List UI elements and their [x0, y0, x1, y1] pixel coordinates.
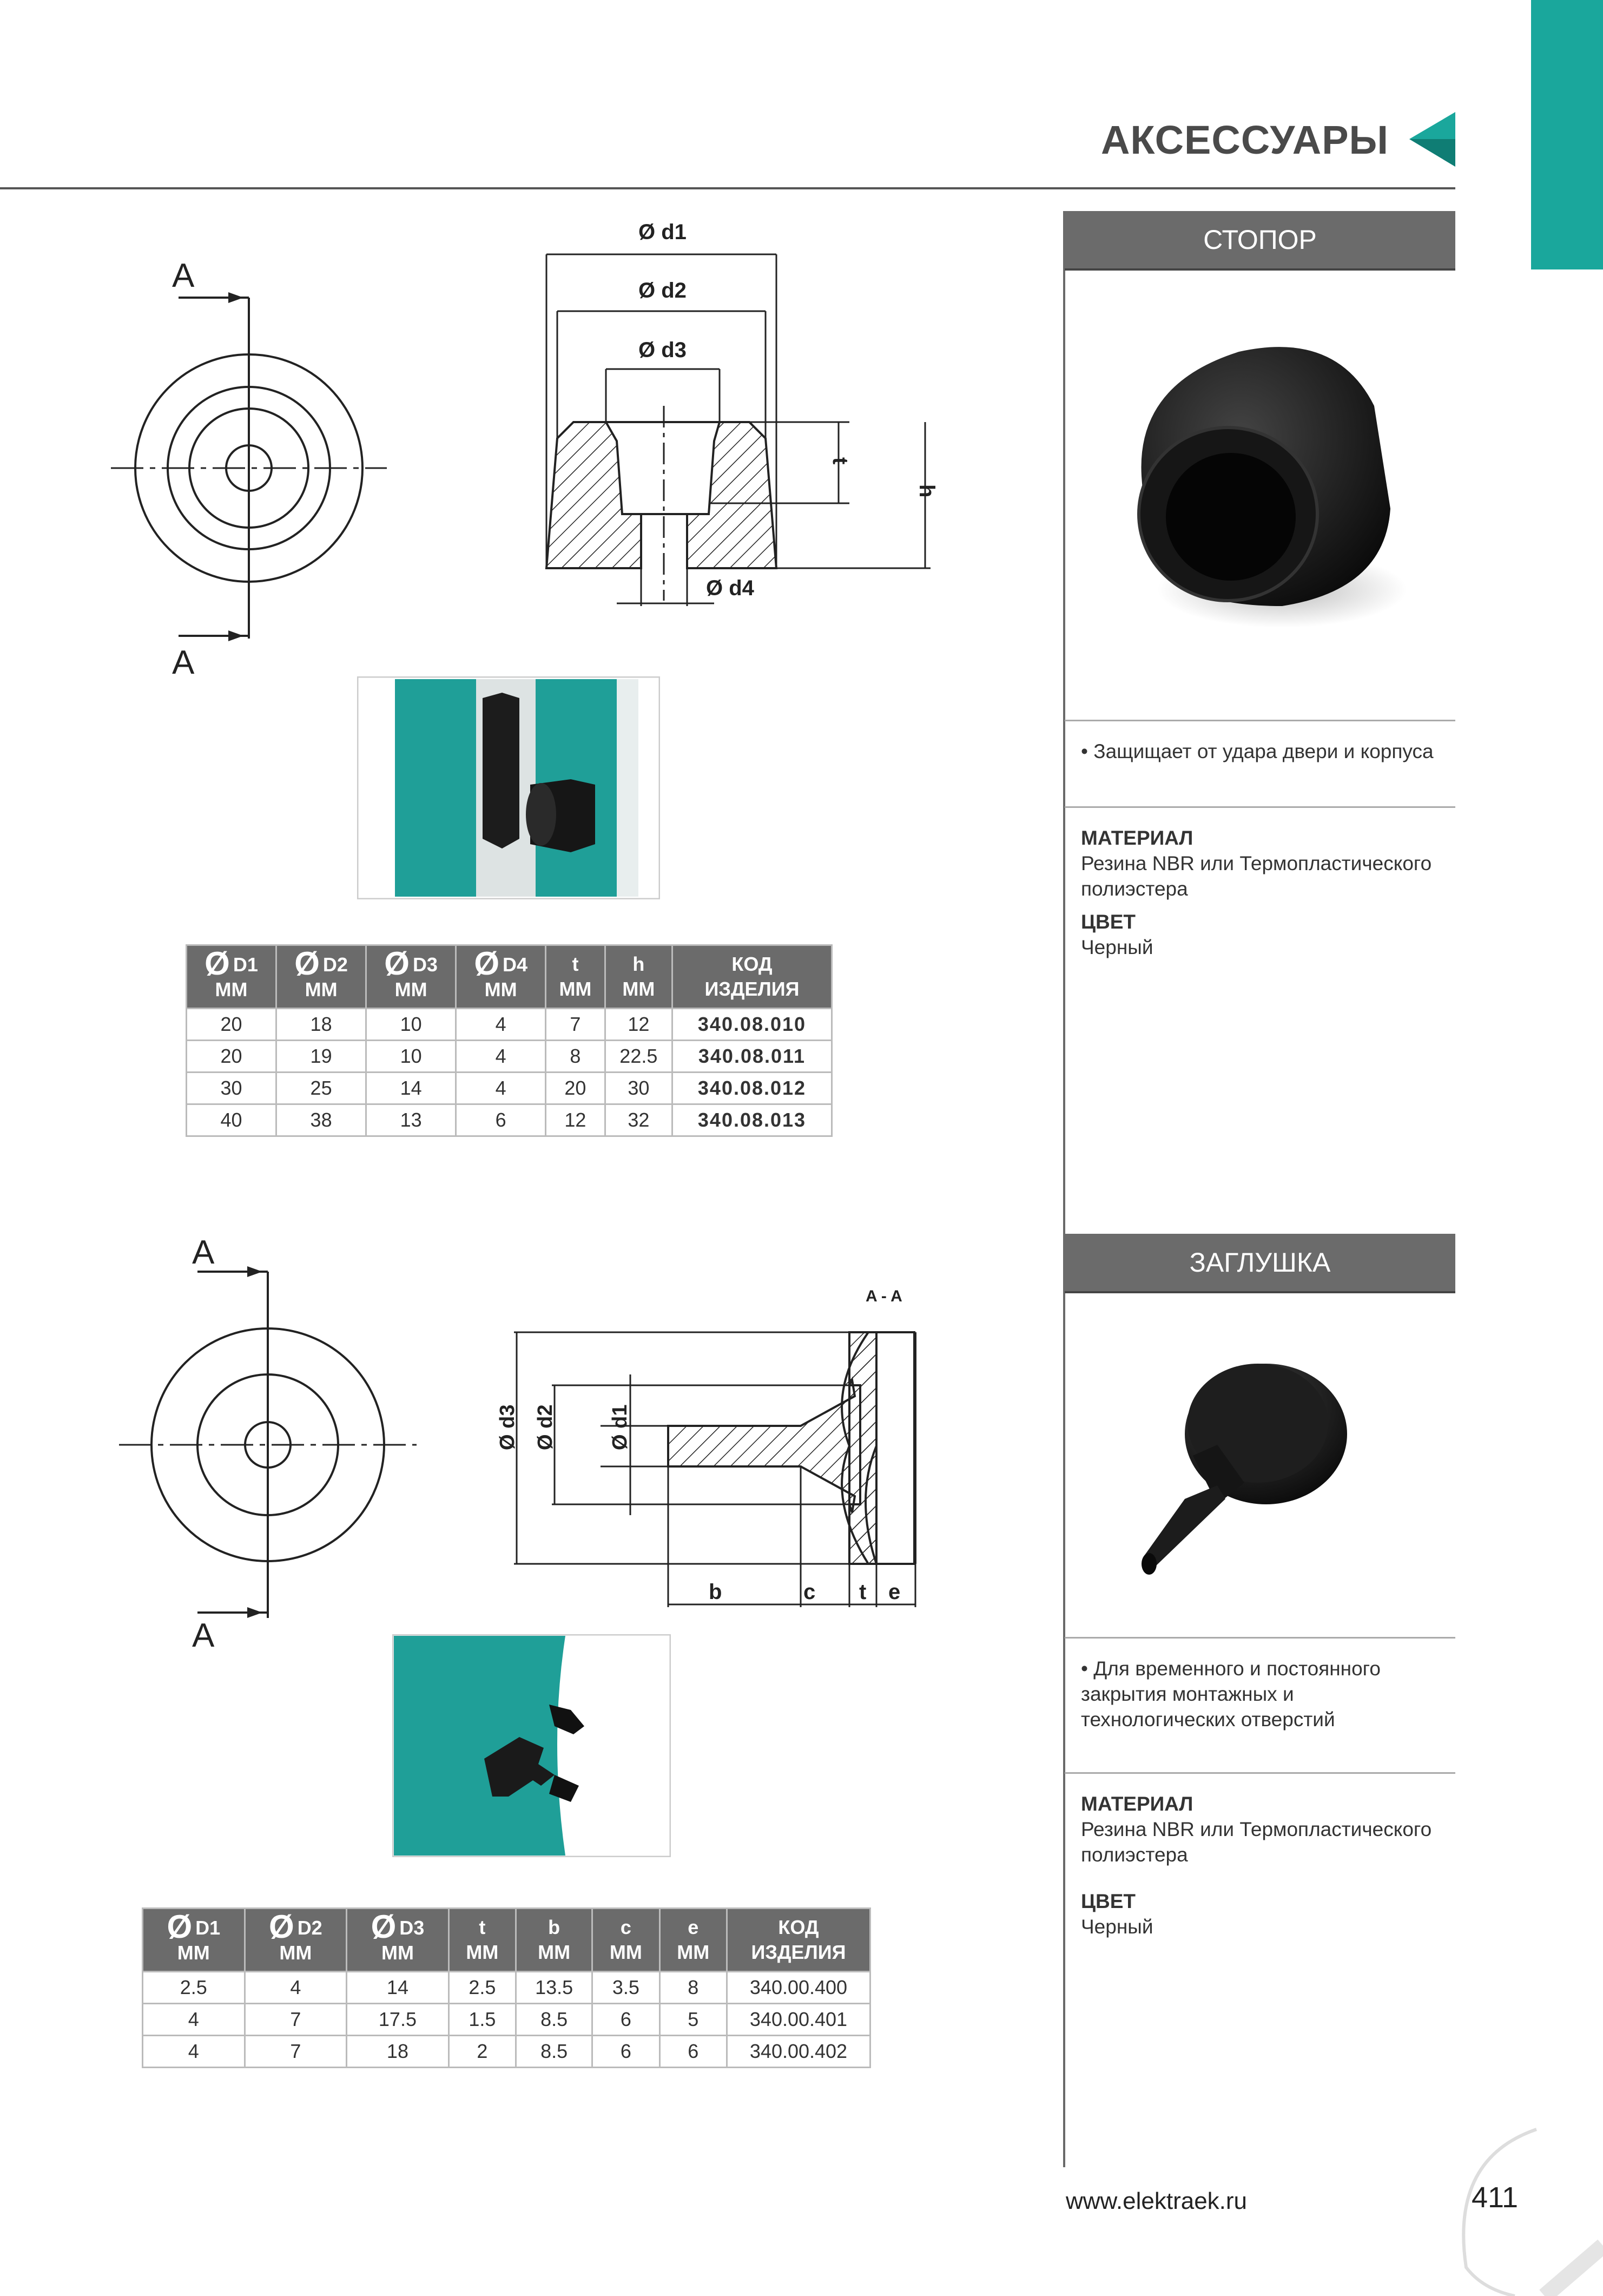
plug-dim-t: t	[859, 1580, 867, 1604]
dim-d1: Ø d1	[638, 220, 687, 244]
header-bottom: ММ	[177, 1942, 210, 1964]
dim-d2: Ø d2	[638, 279, 687, 302]
header-rule	[0, 187, 1455, 189]
plug-col-header	[143, 1909, 245, 1972]
header-bottom: ММ	[215, 978, 248, 1001]
dim-h: h	[915, 484, 939, 498]
table-cell: 14	[347, 1972, 449, 2004]
table-cell: 38	[276, 1104, 366, 1136]
stopper-application-photo	[357, 676, 660, 899]
plug-col-header	[727, 1909, 870, 1972]
header-top: D2	[297, 1917, 322, 1939]
plug-description: • Для временного и постоянного закрытия монтажных и технологических отверстий	[1081, 1657, 1381, 1731]
table-cell: 4	[143, 2004, 245, 2036]
header-bottom: ИЗДЕЛИЯ	[751, 1941, 846, 1963]
stopper-product-image	[1104, 335, 1417, 649]
stopper-col-header	[276, 945, 366, 1009]
table-cell: 8	[546, 1041, 605, 1073]
table-cell: 10	[366, 1041, 456, 1073]
table-row	[143, 2004, 870, 2036]
material-label: МАТЕРИАЛ	[1081, 1793, 1193, 1815]
table-cell: 2.5	[448, 1972, 516, 2004]
page-number: 411	[1472, 2181, 1519, 2214]
header-top: D1	[195, 1917, 221, 1939]
table-cell: 13.5	[516, 1972, 592, 2004]
table-cell: 8	[659, 1972, 727, 2004]
table-cell: 4	[456, 1073, 546, 1104]
header-top: КОД	[778, 1916, 819, 1938]
table-cell: 6	[592, 2036, 659, 2068]
divider	[1065, 720, 1455, 721]
stopper-col-header	[672, 945, 832, 1009]
stopper-col-header	[366, 945, 456, 1009]
table-cell: 30	[605, 1073, 672, 1104]
table-cell: 340.00.401	[727, 2004, 870, 2036]
table-cell: 1.5	[448, 2004, 516, 2036]
material-label: МАТЕРИАЛ	[1081, 827, 1193, 849]
plug-col-header	[245, 1909, 347, 1972]
table-cell: 20	[546, 1073, 605, 1104]
table-cell: 340.08.013	[672, 1104, 832, 1136]
table-cell: 22.5	[605, 1041, 672, 1073]
divider	[1065, 806, 1455, 808]
table-cell: 20	[187, 1009, 276, 1041]
header-bottom: ММ	[622, 978, 655, 1000]
header-bottom: ИЗДЕЛИЯ	[704, 978, 800, 1000]
material-value: Резина NBR или Термопластического полиэстера	[1081, 852, 1432, 900]
stopper-top-view-drawing	[108, 254, 400, 682]
material-value: Резина NBR или Термопластического полиэстера	[1081, 1818, 1432, 1866]
table-cell: 7	[245, 2036, 347, 2068]
header-top: КОД	[731, 953, 773, 975]
stopper-col-header	[456, 945, 546, 1009]
table-cell: 14	[366, 1073, 456, 1104]
header-top: b	[548, 1916, 560, 1938]
stopper-section-drawing	[514, 211, 947, 622]
header-top: D4	[502, 953, 528, 976]
table-cell: 17.5	[347, 2004, 449, 2036]
table-row	[187, 1073, 832, 1104]
header-bottom: ММ	[609, 1941, 642, 1963]
stopper-col-header	[605, 945, 672, 1009]
plug-top-view-drawing	[116, 1234, 425, 1661]
table-row	[187, 1104, 832, 1136]
plug-dim-e: e	[888, 1580, 901, 1604]
plug-dim-b: b	[709, 1580, 722, 1604]
section-mark-a-bottom: A	[172, 644, 195, 681]
table-row	[187, 1009, 832, 1041]
plug-col-header	[592, 1909, 659, 1972]
table-row	[143, 2036, 870, 2068]
diameter-icon: Ø	[205, 945, 230, 982]
diameter-icon: Ø	[371, 1909, 397, 1945]
header-bottom: ММ	[559, 978, 592, 1000]
plug-product-image	[1142, 1342, 1369, 1591]
header-bottom: ММ	[279, 1942, 312, 1964]
plug-dim-c: c	[803, 1580, 816, 1604]
table-cell: 340.08.012	[672, 1073, 832, 1104]
plug-dim-d1: Ø d1	[609, 1404, 631, 1450]
triangle-marker-icon	[1407, 111, 1458, 168]
divider	[1065, 1772, 1455, 1774]
diameter-icon: Ø	[474, 945, 499, 982]
table-cell: 19	[276, 1041, 366, 1073]
table-cell: 18	[347, 2036, 449, 2068]
header-top: D2	[322, 953, 348, 976]
color-label: ЦВЕТ	[1081, 1890, 1136, 1912]
color-value: Черный	[1081, 1916, 1153, 1938]
table-cell: 2	[448, 2036, 516, 2068]
table-cell: 5	[659, 2004, 727, 2036]
table-cell: 18	[276, 1009, 366, 1041]
stopper-spec-table	[186, 944, 833, 1137]
diameter-icon: Ø	[294, 945, 320, 982]
diameter-icon: Ø	[384, 945, 410, 982]
header-top: t	[479, 1916, 486, 1938]
header-top: t	[572, 953, 579, 975]
table-cell: 13	[366, 1104, 456, 1136]
table-cell: 32	[605, 1104, 672, 1136]
header-top: D1	[233, 953, 258, 976]
section-view-label: A - A	[866, 1287, 902, 1305]
table-cell: 2.5	[143, 1972, 245, 2004]
table-cell: 10	[366, 1009, 456, 1041]
table-cell: 12	[605, 1009, 672, 1041]
header-bottom: ММ	[305, 978, 338, 1001]
table-cell: 25	[276, 1073, 366, 1104]
header-top: h	[632, 953, 645, 975]
plug-section-mark-a-bottom: A	[192, 1617, 215, 1654]
table-cell: 20	[187, 1041, 276, 1073]
header-bottom: ММ	[381, 1942, 414, 1964]
table-cell: 6	[592, 2004, 659, 2036]
table-cell: 12	[546, 1104, 605, 1136]
stopper-col-header	[546, 945, 605, 1009]
sidebar-rule	[1063, 211, 1065, 2167]
plug-spec-table	[142, 1907, 871, 2068]
color-label: ЦВЕТ	[1081, 911, 1136, 933]
header-bottom: ММ	[484, 978, 517, 1001]
plug-panel-title: ЗАГЛУШКА	[1065, 1234, 1455, 1293]
table-cell: 7	[245, 2004, 347, 2036]
stopper-panel-title: СТОПОР	[1065, 211, 1455, 271]
header-top: e	[688, 1916, 699, 1938]
table-cell: 340.00.402	[727, 2036, 870, 2068]
table-cell: 4	[143, 2036, 245, 2068]
table-cell: 340.08.010	[672, 1009, 832, 1041]
stopper-description: • Защищает от удара двери и корпуса	[1081, 740, 1434, 762]
table-cell: 4	[456, 1041, 546, 1073]
table-row	[187, 1041, 832, 1073]
diameter-icon: Ø	[269, 1909, 294, 1945]
plug-color-block	[1081, 1889, 1449, 1939]
table-cell: 40	[187, 1104, 276, 1136]
plug-col-header	[659, 1909, 727, 1972]
stopper-color-block	[1081, 909, 1449, 960]
table-cell: 4	[245, 1972, 347, 2004]
table-cell: 340.08.011	[672, 1041, 832, 1073]
table-row	[143, 1972, 870, 2004]
table-cell: 8.5	[516, 2004, 592, 2036]
header-bottom: ММ	[538, 1941, 571, 1963]
color-value: Черный	[1081, 936, 1153, 958]
header-top: D3	[399, 1917, 425, 1939]
teal-tab	[1531, 0, 1603, 269]
plug-col-header	[347, 1909, 449, 1972]
dim-d4: Ø d4	[706, 576, 754, 600]
table-cell: 8.5	[516, 2036, 592, 2068]
diameter-icon: Ø	[167, 1909, 193, 1945]
page-title: АКСЕССУАРЫ	[1100, 117, 1389, 162]
section-mark-a-top: A	[172, 257, 195, 294]
plug-material-block	[1081, 1791, 1449, 1867]
table-cell: 7	[546, 1009, 605, 1041]
plug-col-header	[448, 1909, 516, 1972]
table-cell: 340.00.400	[727, 1972, 870, 2004]
stopper-material-block	[1081, 825, 1449, 902]
dim-d3: Ø d3	[638, 338, 687, 362]
plug-section-drawing	[476, 1282, 958, 1618]
table-cell: 6	[456, 1104, 546, 1136]
table-cell: 3.5	[592, 1972, 659, 2004]
stopper-col-header	[187, 945, 276, 1009]
table-cell: 6	[659, 2036, 727, 2068]
divider	[1065, 1637, 1455, 1639]
plug-application-photo	[392, 1634, 671, 1857]
dim-t: t	[828, 457, 852, 465]
plug-section-mark-a-top: A	[192, 1234, 215, 1271]
footer-url[interactable]: www.elektraek.ru	[1066, 2188, 1248, 2214]
header-top: D3	[412, 953, 438, 976]
table-cell: 30	[187, 1073, 276, 1104]
header-bottom: ММ	[466, 1941, 499, 1963]
header-bottom: ММ	[677, 1941, 710, 1963]
header-bottom: ММ	[394, 978, 427, 1001]
header-top: c	[620, 1916, 631, 1938]
plug-col-header	[516, 1909, 592, 1972]
plug-dim-d3: Ø d3	[496, 1404, 519, 1450]
plug-dim-d2: Ø d2	[534, 1404, 557, 1450]
table-cell: 4	[456, 1009, 546, 1041]
